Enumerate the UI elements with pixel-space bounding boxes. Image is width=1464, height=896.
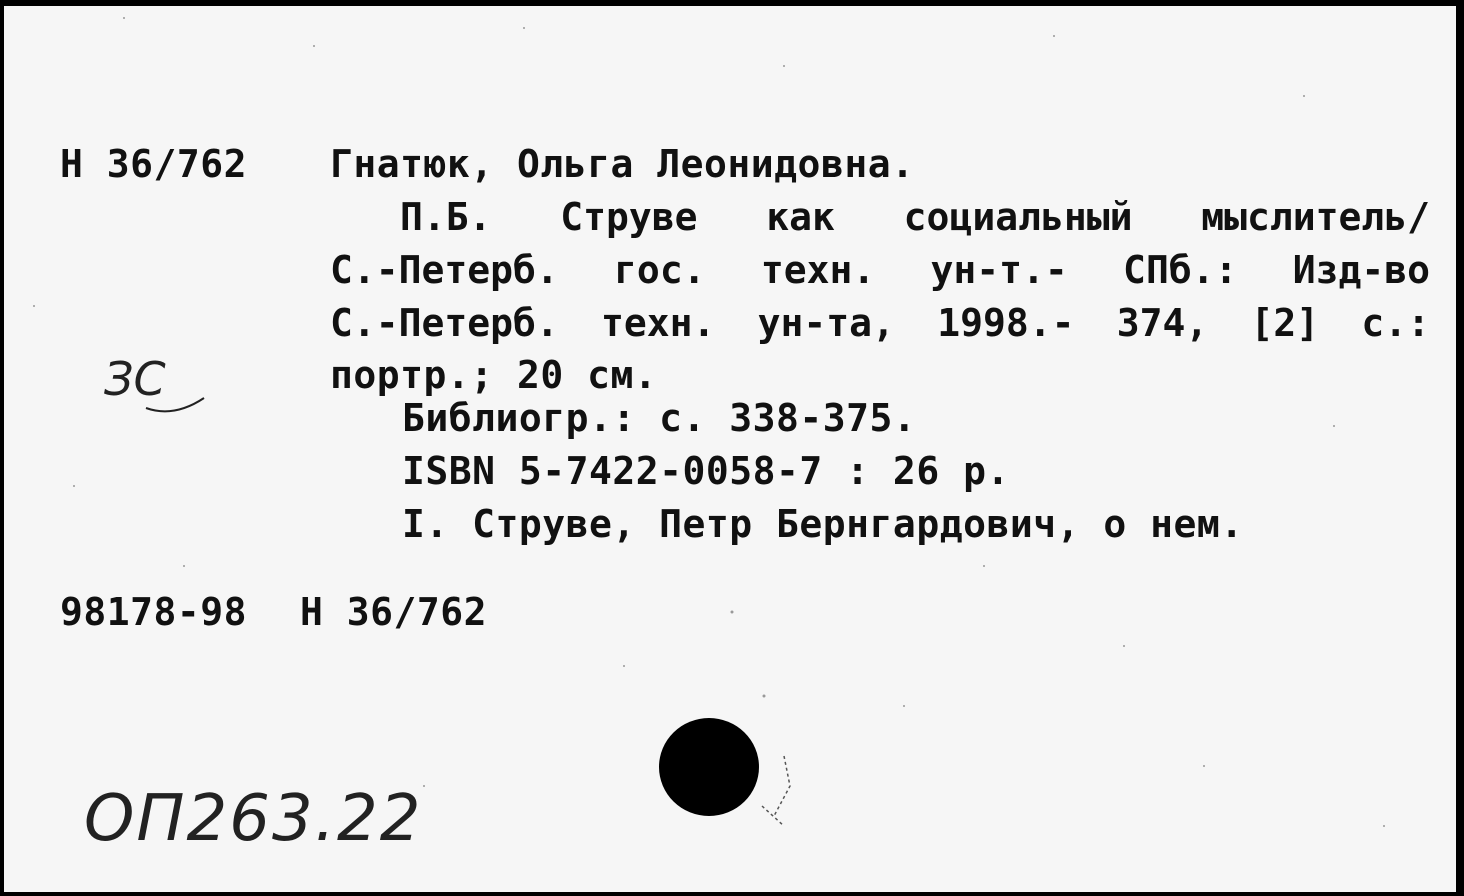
isbn-line: ISBN 5-7422-0058-7 : 26 р. bbox=[402, 449, 1010, 493]
tear-marks bbox=[744, 746, 804, 836]
call-number-bottom: Н 36/762 bbox=[300, 590, 488, 634]
catalog-card bbox=[4, 6, 1456, 892]
author-heading: Гнатюк, Ольга Леонидовна. bbox=[330, 142, 915, 186]
bibliography-note: Библиогр.: с. 338-375. bbox=[402, 396, 917, 440]
title-line-1: П.Б. Струве как социальный мыслитель/ bbox=[400, 195, 1430, 239]
physical-description: портр.; 20 см. bbox=[330, 353, 658, 397]
handwritten-stroke-icon bbox=[144, 388, 214, 418]
accession-number: 98178-98 bbox=[60, 590, 248, 634]
handwritten-code: ОП263.22 bbox=[84, 782, 423, 856]
call-number: Н 36/762 bbox=[60, 142, 248, 186]
subject-entry: I. Струве, Петр Бернгардович, о нем. bbox=[402, 502, 1244, 546]
title-line-2: С.-Петерб. гос. техн. ун-т.- СПб.: Изд-во bbox=[330, 248, 1430, 292]
handwritten-mark: ЗС bbox=[104, 352, 166, 406]
title-line-3: С.-Петерб. техн. ун-та, 1998.- 374, [2] с.: bbox=[330, 301, 1430, 345]
